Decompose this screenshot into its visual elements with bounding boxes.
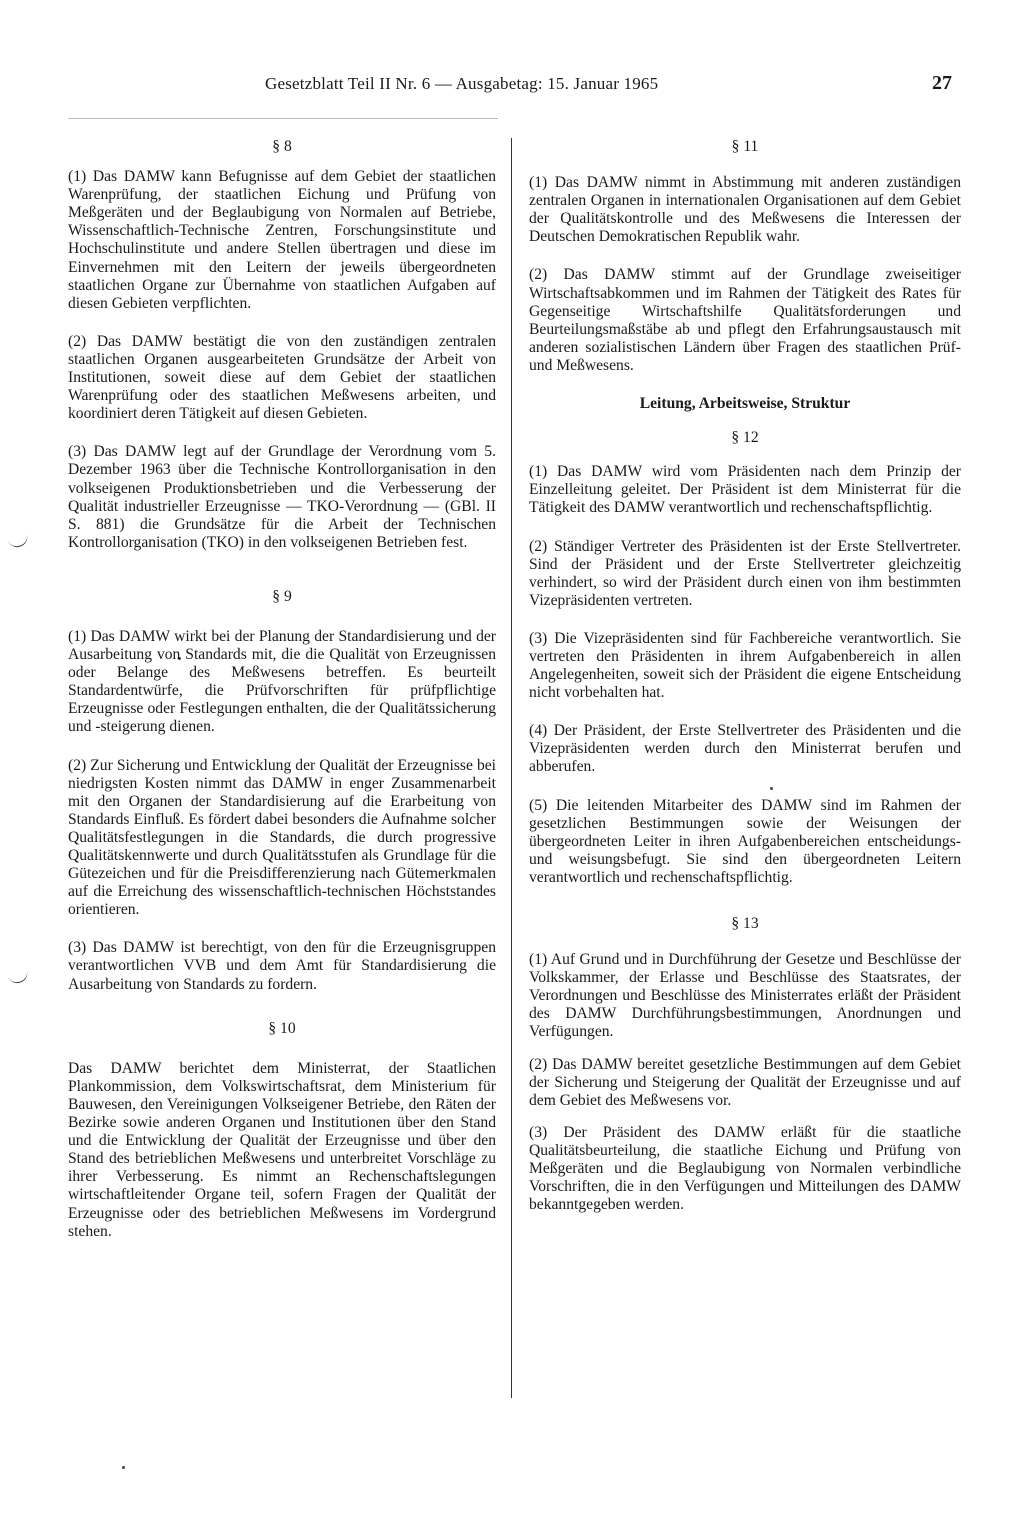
section-10-para-1: Das DAMW berichtet dem Ministerrat, der Staatlichen Plankommission, dem Volkswirtschaftsrat, dem Ministerium für Bauwesen, den Vereinigungen Volkseigener Betriebe, den Räten der Bezirke sowie anderen Organen und Institutionen über den Stand und die Entwicklung der Qualität der Erzeugnisse und über den Stand des betrieblichen Meßwesens und unterbreitet Vorschläge zu ihrer Verbesserung. Es nimmt an Rechenschaftslegungen wirtschaftleitender Organe teil, sofern Fragen der Qualität der Erzeugnisse oder des betrieblichen Meßwesens im Vordergrund stehen. (68, 1059, 496, 1240)
section-13-para-1: (1) Auf Grund und in Durchführung der Gesetze und Beschlüsse der Volkskammer, der Erlasse und Beschlüsse des Staatsrates, der Verordnungen und Beschlüsse des Ministerrates erläßt der Präsident des DAMW Durchführungsbestimmungen, Anordnungen und Verfügungen. (529, 951, 961, 1041)
right-column (529, 138, 961, 1234)
section-9-para-1: (1) Das DAMW wirkt bei der Planung der Standardisierung und der Ausarbeitung von Standards mit, die die Qualität von Erzeugnissen oder Belange des Meßwesens betreffen. Es beurteilt Standardentwürfe, die Prüfvorschriften für prüfpflichtige Erzeugnisse oder Festlegungen enthalten, die der Qualitätssicherung und -steigerung dienen. (68, 627, 496, 736)
header-title: Gesetzblatt Teil II Nr. 6 — Ausgabetag: 15. Januar 1965 (265, 74, 659, 93)
section-heading: Leitung, Arbeitsweise, Struktur (639, 395, 851, 413)
page-header (0, 70, 1024, 100)
section-12-para-5: (5) Die leitenden Mitarbeiter des DAMW sind im Rahmen der gesetzlichen Bestimmungen sowie der Weisungen der übergeordneten Leiter in ihren Aufgabenbereichen entscheidungs- und weisungsbefugt. Sie sind den übergeordneten Leitern verantwortlich und rechenschaftspflichtig. (529, 796, 961, 886)
section-13-para-2: (2) Das DAMW bereitet gesetzliche Bestimmungen auf dem Gebiet der Sicherung und Steigerung der Qualität der Erzeugnisse und auf dem Gebiet des Meßwesens vor. (529, 1055, 961, 1109)
section-11-para-1: (1) Das DAMW nimmt in Abstimmung mit anderen zuständigen zentralen Organen in internationalen Organisationen auf dem Gebiet der Qualitätskontrolle und des Meßwesens die Interessen der Deutschen Demokratischen Republik wahr. (529, 174, 961, 246)
section-12-para-4: (4) Der Präsident, der Erste Stellvertreter des Präsidenten und die Vizepräsidenten werden durch den Ministerrat berufen und abberufen. (529, 722, 961, 776)
section-12-para-2: (2) Ständiger Vertreter des Präsidenten ist der Erste Stellvertreter. Sind der Präsident und der Erste Stellvertreter gleichzeitig verhindert, so wird der Präsident durch einen von ihm bestimmten Vizepräsidenten vertreten. (529, 537, 961, 609)
page-number: 27 (932, 72, 952, 94)
section-12-mark: § 12 (731, 429, 759, 447)
section-8-para-3: (3) Das DAMW legt auf der Grundlage der Verordnung vom 5. Dezember 1963 über die Technische Kontrollorganisation in den volkseigenen Produktionsbetrieben und die Verbesserung der Qualität industrieller Erzeugnisse — TKO-Verordnung — (GBl. II S. 881) die Grundsätze für die Arbeit der Technischen Kontrollorganisation (TKO) in den volkseigenen Betrieben fest. (68, 443, 496, 551)
section-11-mark: § 11 (731, 138, 759, 155)
column-divider (511, 138, 512, 1398)
section-9-para-3: (3) Das DAMW ist berechtigt, von den für die Erzeugnisgruppen verantwortlichen VVB und dem Amt für Standardisierung die Ausarbeitung von Standards zu fordern. (68, 939, 496, 993)
section-10-mark: § 10 (268, 1019, 296, 1037)
section-11-para-2: (2) Das DAMW stimmt auf der Grundlage zweiseitiger Wirtschaftsabkommen und im Rahmen der Tätigkeit des Rates für Gegenseitige Wirtschaftshilfe Qualitätsforderungen und Beurteilungsmaßstäbe ab und pflegt den Erfahrungsaustausch mit anderen sozialistischen Ländern über Fragen des staatlichen Prüf- und Meßwesens. (529, 266, 961, 374)
section-12-para-3: (3) Die Vizepräsidenten sind für Fachbereiche verantwortlich. Sie vertreten den Präsidenten in ihrem Aufgabenbereich in allen Angelegenheiten, soweit sich der Präsident die eigene Entscheidung nicht vorbehalten hat. (529, 629, 961, 702)
margin-annotation-mark (6, 965, 30, 985)
speck (122, 1466, 125, 1469)
section-12-para-1: (1) Das DAMW wird vom Präsidenten nach dem Prinzip der Einzelleitung geleitet. Der Präsident ist dem Ministerrat für die Tätigkeit des DAMW verantwortlich und rechenschaftspflichtig. (529, 463, 961, 517)
left-column (68, 138, 496, 1261)
section-8-para-2: (2) Das DAMW bestätigt die von den zuständigen zentralen staatlichen Organen ausgearbeiteten Grundsätze der Arbeit von Institutionen, soweit diese auf dem Gebiet der staatlichen Warenprüfung oder des staatlichen Meßwesens arbeiten, und koordiniert deren Tätigkeit auf diesen Gebieten. (68, 332, 496, 423)
section-13-para-3: (3) Der Präsident des DAMW erläßt für die staatliche Qualitätsbeurteilung, die staatliche Eichung und Prüfung von Meßgeräten und die Beglaubigung von Normalen verbindliche Vorschriften, die in den Verfügungen und Mitteilungen des DAMW bekanntgegeben werden. (529, 1123, 961, 1214)
section-9-para-2: (2) Zur Sicherung und Entwicklung der Qualität der Erzeugnisse bei niedrigsten Kosten nimmt das DAMW in enger Zusammenarbeit mit den Organen der Standardisierung auf die Erarbeitung von Standards Einfluß. Es fördert dabei besonders die Aufnahme solcher Qualitätsfestlegungen in die Standards, die durch progressive Qualitätskennwerte und durch Qualitätsstufen als Grundlage für die Gütezeichen und für die Preisdifferenzierung nach Gütemerkmalen auf die Erreichung des wissenschaftlich-technischen Höchststandes orientieren. (68, 756, 496, 919)
section-8-para-1: (1) Das DAMW kann Befugnisse auf dem Gebiet der staatlichen Warenprüfung, der staatlichen Eichung und Prüfung von Meßgeräten und der Beglaubigung von Normalen auf Betriebe, Wissenschaftlich-Technische Zentren, Forschungsinstitute und Hochschulinstitute und andere Stellen übertragen und diese im Einvernehmen mit den Leitern der jeweils übergeordneten staatlichen Organe zur Übernahme von staatlichen Aufgaben auf diesen Gebieten verpflichten. (68, 168, 496, 312)
section-13-mark: § 13 (731, 915, 759, 932)
section-8-mark: § 8 (272, 138, 292, 155)
section-9-mark: § 9 (272, 587, 292, 605)
header-rule (68, 118, 498, 119)
margin-annotation-mark (6, 529, 30, 549)
